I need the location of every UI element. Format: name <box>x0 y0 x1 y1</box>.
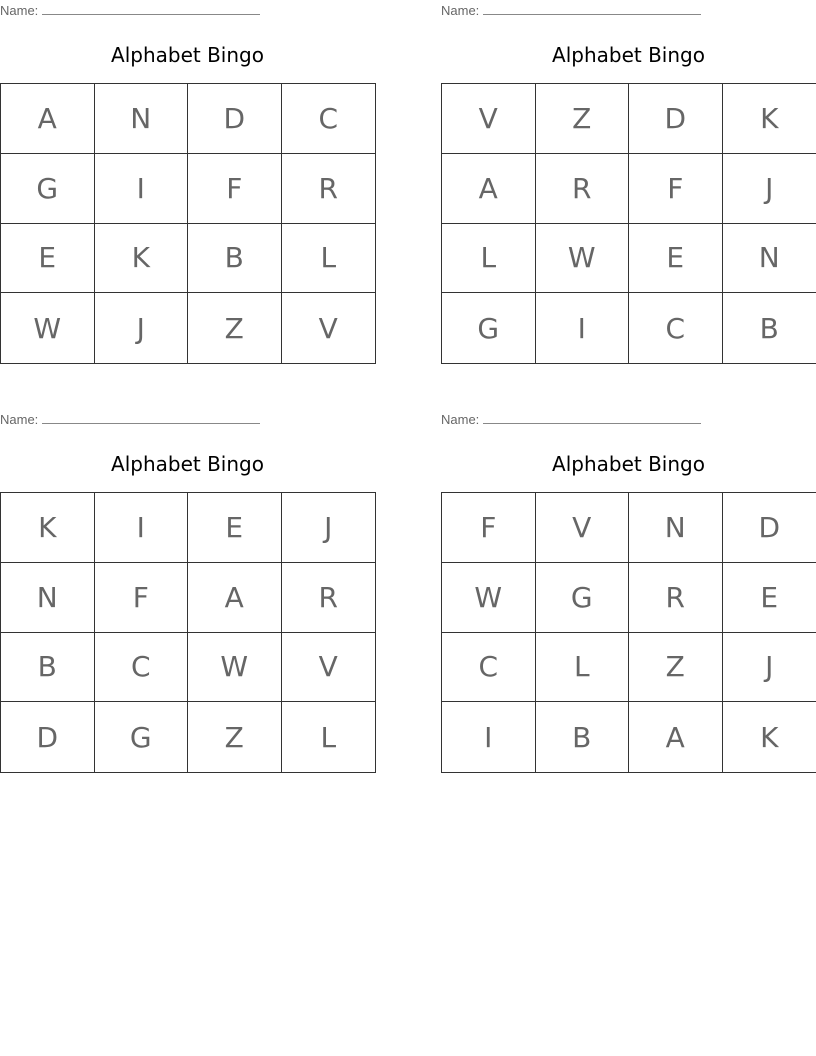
bingo-cell: K <box>760 720 779 754</box>
bingo-cell: A <box>1 84 95 154</box>
bingo-cell: A <box>629 702 723 772</box>
bingo-cell: W <box>442 563 536 633</box>
bingo-cell: E <box>1 224 95 294</box>
bingo-card <box>0 0 375 364</box>
bingo-cell: R <box>282 563 376 633</box>
bingo-cell: F <box>442 493 536 563</box>
card-title: Alphabet Bingo <box>552 452 705 476</box>
card-title: Alphabet Bingo <box>111 43 264 67</box>
bingo-cell: N <box>1 563 95 633</box>
bingo-card <box>441 0 816 364</box>
bingo-cell: F <box>629 154 723 224</box>
bingo-cell: V <box>442 84 536 154</box>
name-blank-line[interactable] <box>42 411 260 424</box>
bingo-grid <box>0 83 376 364</box>
bingo-cell: Z <box>188 293 282 363</box>
bingo-cell: K <box>95 224 189 294</box>
name-label: Name: <box>0 3 39 18</box>
bingo-cell: C <box>442 633 536 703</box>
bingo-card <box>0 409 375 773</box>
bingo-cell: R <box>282 154 376 224</box>
bingo-cell: B <box>536 702 630 772</box>
bingo-cell: W <box>536 224 630 294</box>
name-label: Name: <box>441 3 480 18</box>
bingo-cell: F <box>188 154 282 224</box>
bingo-cell: K <box>723 84 816 154</box>
name-blank-line[interactable] <box>483 2 701 15</box>
name-label: Name: <box>0 412 39 427</box>
bingo-cell: W <box>1 293 95 363</box>
bingo-cell: V <box>282 633 376 703</box>
bingo-cell: E <box>188 493 282 563</box>
bingo-cell: Z <box>188 702 282 772</box>
bingo-cell: K <box>1 493 95 563</box>
name-label: Name: <box>441 412 480 427</box>
bingo-cell: N <box>723 224 816 294</box>
bingo-cell: Z <box>629 633 723 703</box>
bingo-cell: I <box>95 154 189 224</box>
bingo-cell: L <box>320 720 337 754</box>
bingo-cell: D <box>1 702 95 772</box>
bingo-cell: V <box>318 311 338 345</box>
bingo-cell: R <box>629 563 723 633</box>
bingo-cell: Z <box>536 84 630 154</box>
bingo-cell: R <box>536 154 630 224</box>
bingo-cell: L <box>282 224 376 294</box>
bingo-grid <box>441 83 816 364</box>
bingo-cell: L <box>442 224 536 294</box>
bingo-cell: D <box>723 493 816 563</box>
bingo-cell: C <box>629 293 723 363</box>
bingo-grid <box>441 492 816 773</box>
name-blank-line[interactable] <box>42 2 260 15</box>
bingo-cell: G <box>442 293 536 363</box>
bingo-cell: D <box>629 84 723 154</box>
bingo-cell: L <box>536 633 630 703</box>
bingo-card <box>441 409 816 773</box>
bingo-cell: J <box>95 293 189 363</box>
name-field <box>0 411 260 427</box>
bingo-cell: G <box>1 154 95 224</box>
name-field <box>0 2 260 18</box>
name-field <box>441 2 701 18</box>
bingo-cell: C <box>282 84 376 154</box>
bingo-grid <box>0 492 376 773</box>
card-title: Alphabet Bingo <box>552 43 705 67</box>
bingo-cell: E <box>723 563 816 633</box>
name-blank-line[interactable] <box>483 411 701 424</box>
bingo-cell: J <box>282 493 376 563</box>
bingo-cell: N <box>95 84 189 154</box>
bingo-cell: I <box>536 293 630 363</box>
bingo-cell: E <box>629 224 723 294</box>
bingo-cell: W <box>188 633 282 703</box>
bingo-cell: B <box>188 224 282 294</box>
bingo-cell: G <box>536 563 630 633</box>
card-title: Alphabet Bingo <box>111 452 264 476</box>
bingo-cell: C <box>95 633 189 703</box>
bingo-cell: B <box>1 633 95 703</box>
bingo-cell: G <box>95 702 189 772</box>
bingo-cell: B <box>759 311 779 345</box>
bingo-cell: I <box>442 702 536 772</box>
bingo-cell: A <box>188 563 282 633</box>
bingo-cell: I <box>95 493 189 563</box>
bingo-cell: J <box>723 633 816 703</box>
bingo-cell: N <box>629 493 723 563</box>
bingo-cell: A <box>442 154 536 224</box>
bingo-cell: J <box>723 154 816 224</box>
bingo-cell: F <box>95 563 189 633</box>
bingo-cell: V <box>536 493 630 563</box>
bingo-cell: D <box>188 84 282 154</box>
name-field <box>441 411 701 427</box>
